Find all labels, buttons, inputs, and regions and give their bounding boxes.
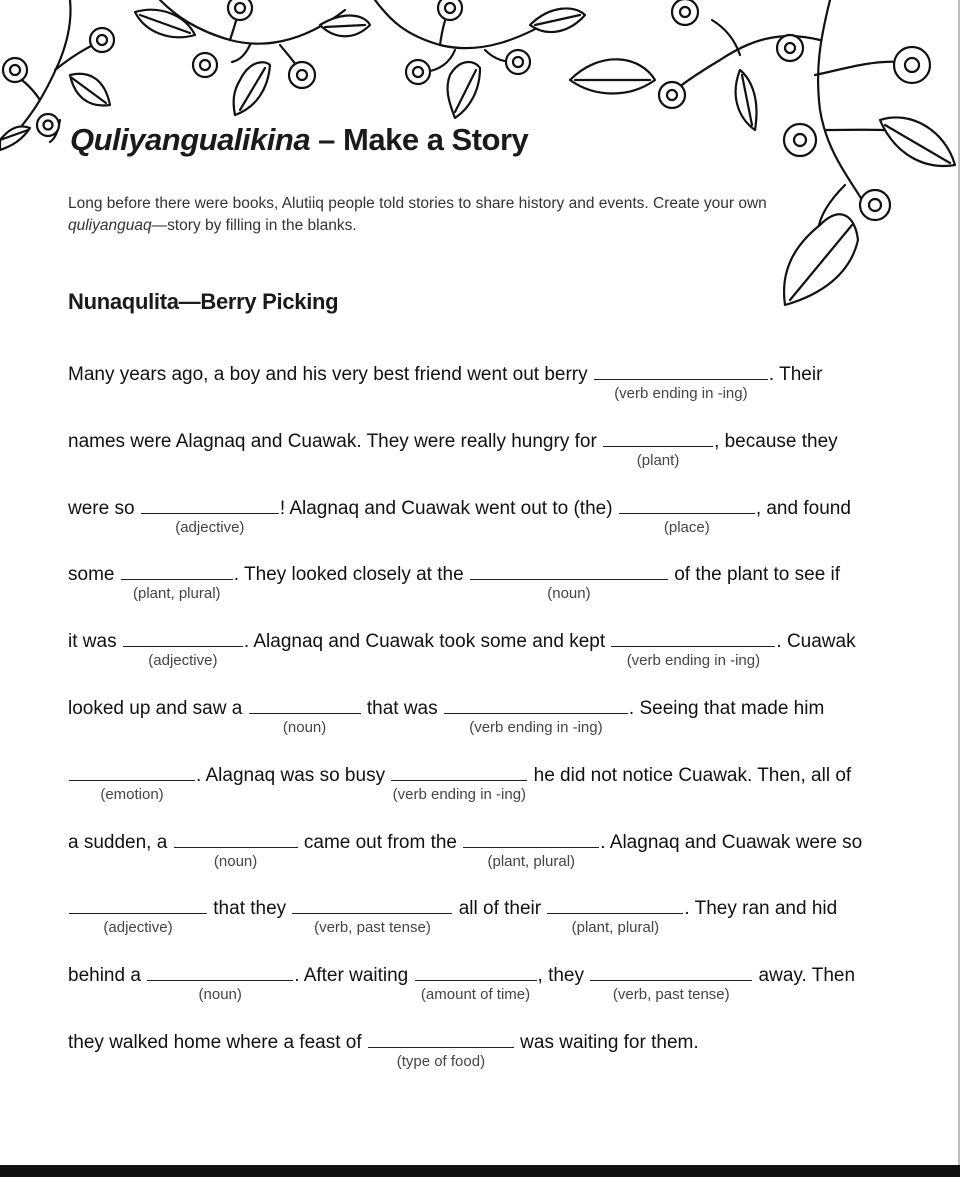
story-blank[interactable] [69, 761, 195, 803]
story-line-8 [68, 828, 888, 895]
story-text-segment: . Seeing that made him [628, 697, 825, 719]
story-blank[interactable] [147, 961, 293, 1004]
story-text-segment: away. Then [753, 965, 856, 987]
blank-hint: (noun) [547, 585, 591, 603]
story-blank[interactable] [463, 828, 599, 870]
story-text-segment: he did not notice Cuawak. Then, all of [528, 764, 852, 786]
blank-hint: (verb ending in -ing) [614, 385, 748, 402]
blank-hint: (verb, past tense) [314, 919, 431, 937]
blank-hint: (type of food) [396, 1052, 486, 1070]
story-text-segment: , and found [755, 497, 851, 519]
story-line-5 [68, 627, 888, 694]
intro-paragraph [68, 193, 808, 237]
story-text-segment: it was [68, 631, 122, 653]
story-text-segment: , they [537, 965, 590, 987]
story-text-segment: names were Alagnaq and Cuawak. They were really hungry for [68, 430, 603, 452]
story-blank[interactable] [123, 627, 243, 670]
blank-hint: (plant, plural) [487, 852, 576, 870]
berry-vine-decoration [0, 0, 960, 320]
blank-hint: (noun) [213, 852, 258, 870]
bottom-bar [0, 1165, 960, 1177]
intro-text-1: Long before there were books, Alutiiq people told stories to share history and events. Create your own [68, 195, 767, 212]
blank-hint: (verb ending in -ing) [469, 718, 603, 736]
blank-hint: (noun) [282, 718, 327, 736]
blank-hint: (plant, plural) [571, 919, 660, 937]
story-text-segment: . Their [768, 364, 823, 385]
story-text-segment: behind a [68, 965, 147, 987]
story-blank[interactable] [391, 761, 527, 803]
story-text-segment: some [68, 564, 120, 586]
story-text [68, 360, 888, 1095]
blank-hint: (verb ending in -ing) [392, 785, 527, 803]
story-blank[interactable] [590, 961, 752, 1004]
blank-hint: (verb ending in -ing) [626, 652, 761, 670]
story-text-segment: Many years ago, a boy and his very best friend went out berry [68, 364, 593, 385]
story-line-9 [68, 894, 888, 961]
story-text-segment: a sudden, a [68, 831, 173, 853]
title-native: Quliyangualikina [70, 122, 311, 157]
title-english: Make a Story [343, 122, 529, 157]
story-text-segment: . They looked closely at the [233, 564, 469, 586]
blank-hint: (verb, past tense) [612, 986, 730, 1004]
story-text-segment: , because they [714, 430, 838, 452]
story-text-segment: ! Alagnaq and Cuawak went out to (the) [279, 497, 618, 519]
story-blank[interactable] [603, 427, 713, 469]
story-blank[interactable] [470, 560, 668, 603]
blank-hint: (plant) [636, 451, 680, 469]
story-text-segment: . They ran and hid [684, 898, 838, 920]
story-blank[interactable] [249, 694, 361, 736]
intro-term: quliyanguaq [68, 217, 152, 234]
story-text-segment: . Alagnaq and Cuawak took some and kept [243, 631, 611, 653]
story-text-segment: . Alagnaq and Cuawak were so [600, 831, 863, 853]
blank-hint: (amount of time) [420, 986, 531, 1004]
story-text-segment: . Alagnaq was so busy [196, 764, 391, 786]
intro-text-2: —story by filling in the blanks. [151, 217, 357, 234]
story-blank[interactable] [292, 894, 452, 937]
story-blank[interactable] [121, 560, 233, 603]
blank-hint: (noun) [198, 986, 242, 1004]
blank-hint: (plant, plural) [132, 585, 221, 603]
story-text-segment: was waiting for them. [514, 1031, 699, 1053]
story-line-4 [68, 560, 888, 627]
story-text-segment: they walked home where a feast of [68, 1031, 367, 1053]
story-line-1 [68, 360, 888, 427]
story-blank[interactable] [415, 961, 537, 1004]
story-text-segment: of the plant to see if [668, 564, 841, 586]
story-blank[interactable] [141, 494, 279, 536]
story-blank[interactable] [444, 694, 628, 736]
story-line-10 [68, 961, 888, 1028]
story-blank[interactable] [611, 627, 775, 670]
story-blank[interactable] [594, 360, 768, 402]
blank-hint: (adjective) [103, 919, 173, 937]
page-title [70, 122, 528, 158]
blank-hint: (place) [663, 518, 710, 536]
story-blank[interactable] [174, 828, 298, 870]
story-text-segment: . Cuawak [776, 631, 856, 653]
story-blank[interactable] [619, 494, 755, 536]
story-line-11 [68, 1028, 888, 1095]
story-line-6 [68, 694, 888, 761]
title-dash: – [310, 122, 344, 157]
story-blank[interactable] [547, 894, 683, 937]
story-text-segment: were so [68, 497, 140, 519]
story-title: Nunaqulita—Berry Picking [68, 289, 339, 314]
story-text-segment: all of their [453, 898, 547, 920]
story-text-segment: . After waiting [294, 965, 414, 987]
blank-hint: (adjective) [148, 652, 218, 670]
story-line-2 [68, 427, 888, 494]
story-text-segment: that they [208, 898, 292, 920]
blank-hint: (adjective) [175, 518, 245, 536]
story-text-segment: that was [361, 697, 443, 719]
story-blank[interactable] [69, 894, 207, 937]
blank-hint: (emotion) [100, 785, 164, 803]
story-text-segment: came out from the [298, 831, 463, 853]
story-line-3 [68, 494, 888, 561]
story-text-segment: looked up and saw a [68, 697, 248, 719]
story-blank[interactable] [368, 1028, 514, 1070]
story-line-7 [68, 761, 888, 828]
